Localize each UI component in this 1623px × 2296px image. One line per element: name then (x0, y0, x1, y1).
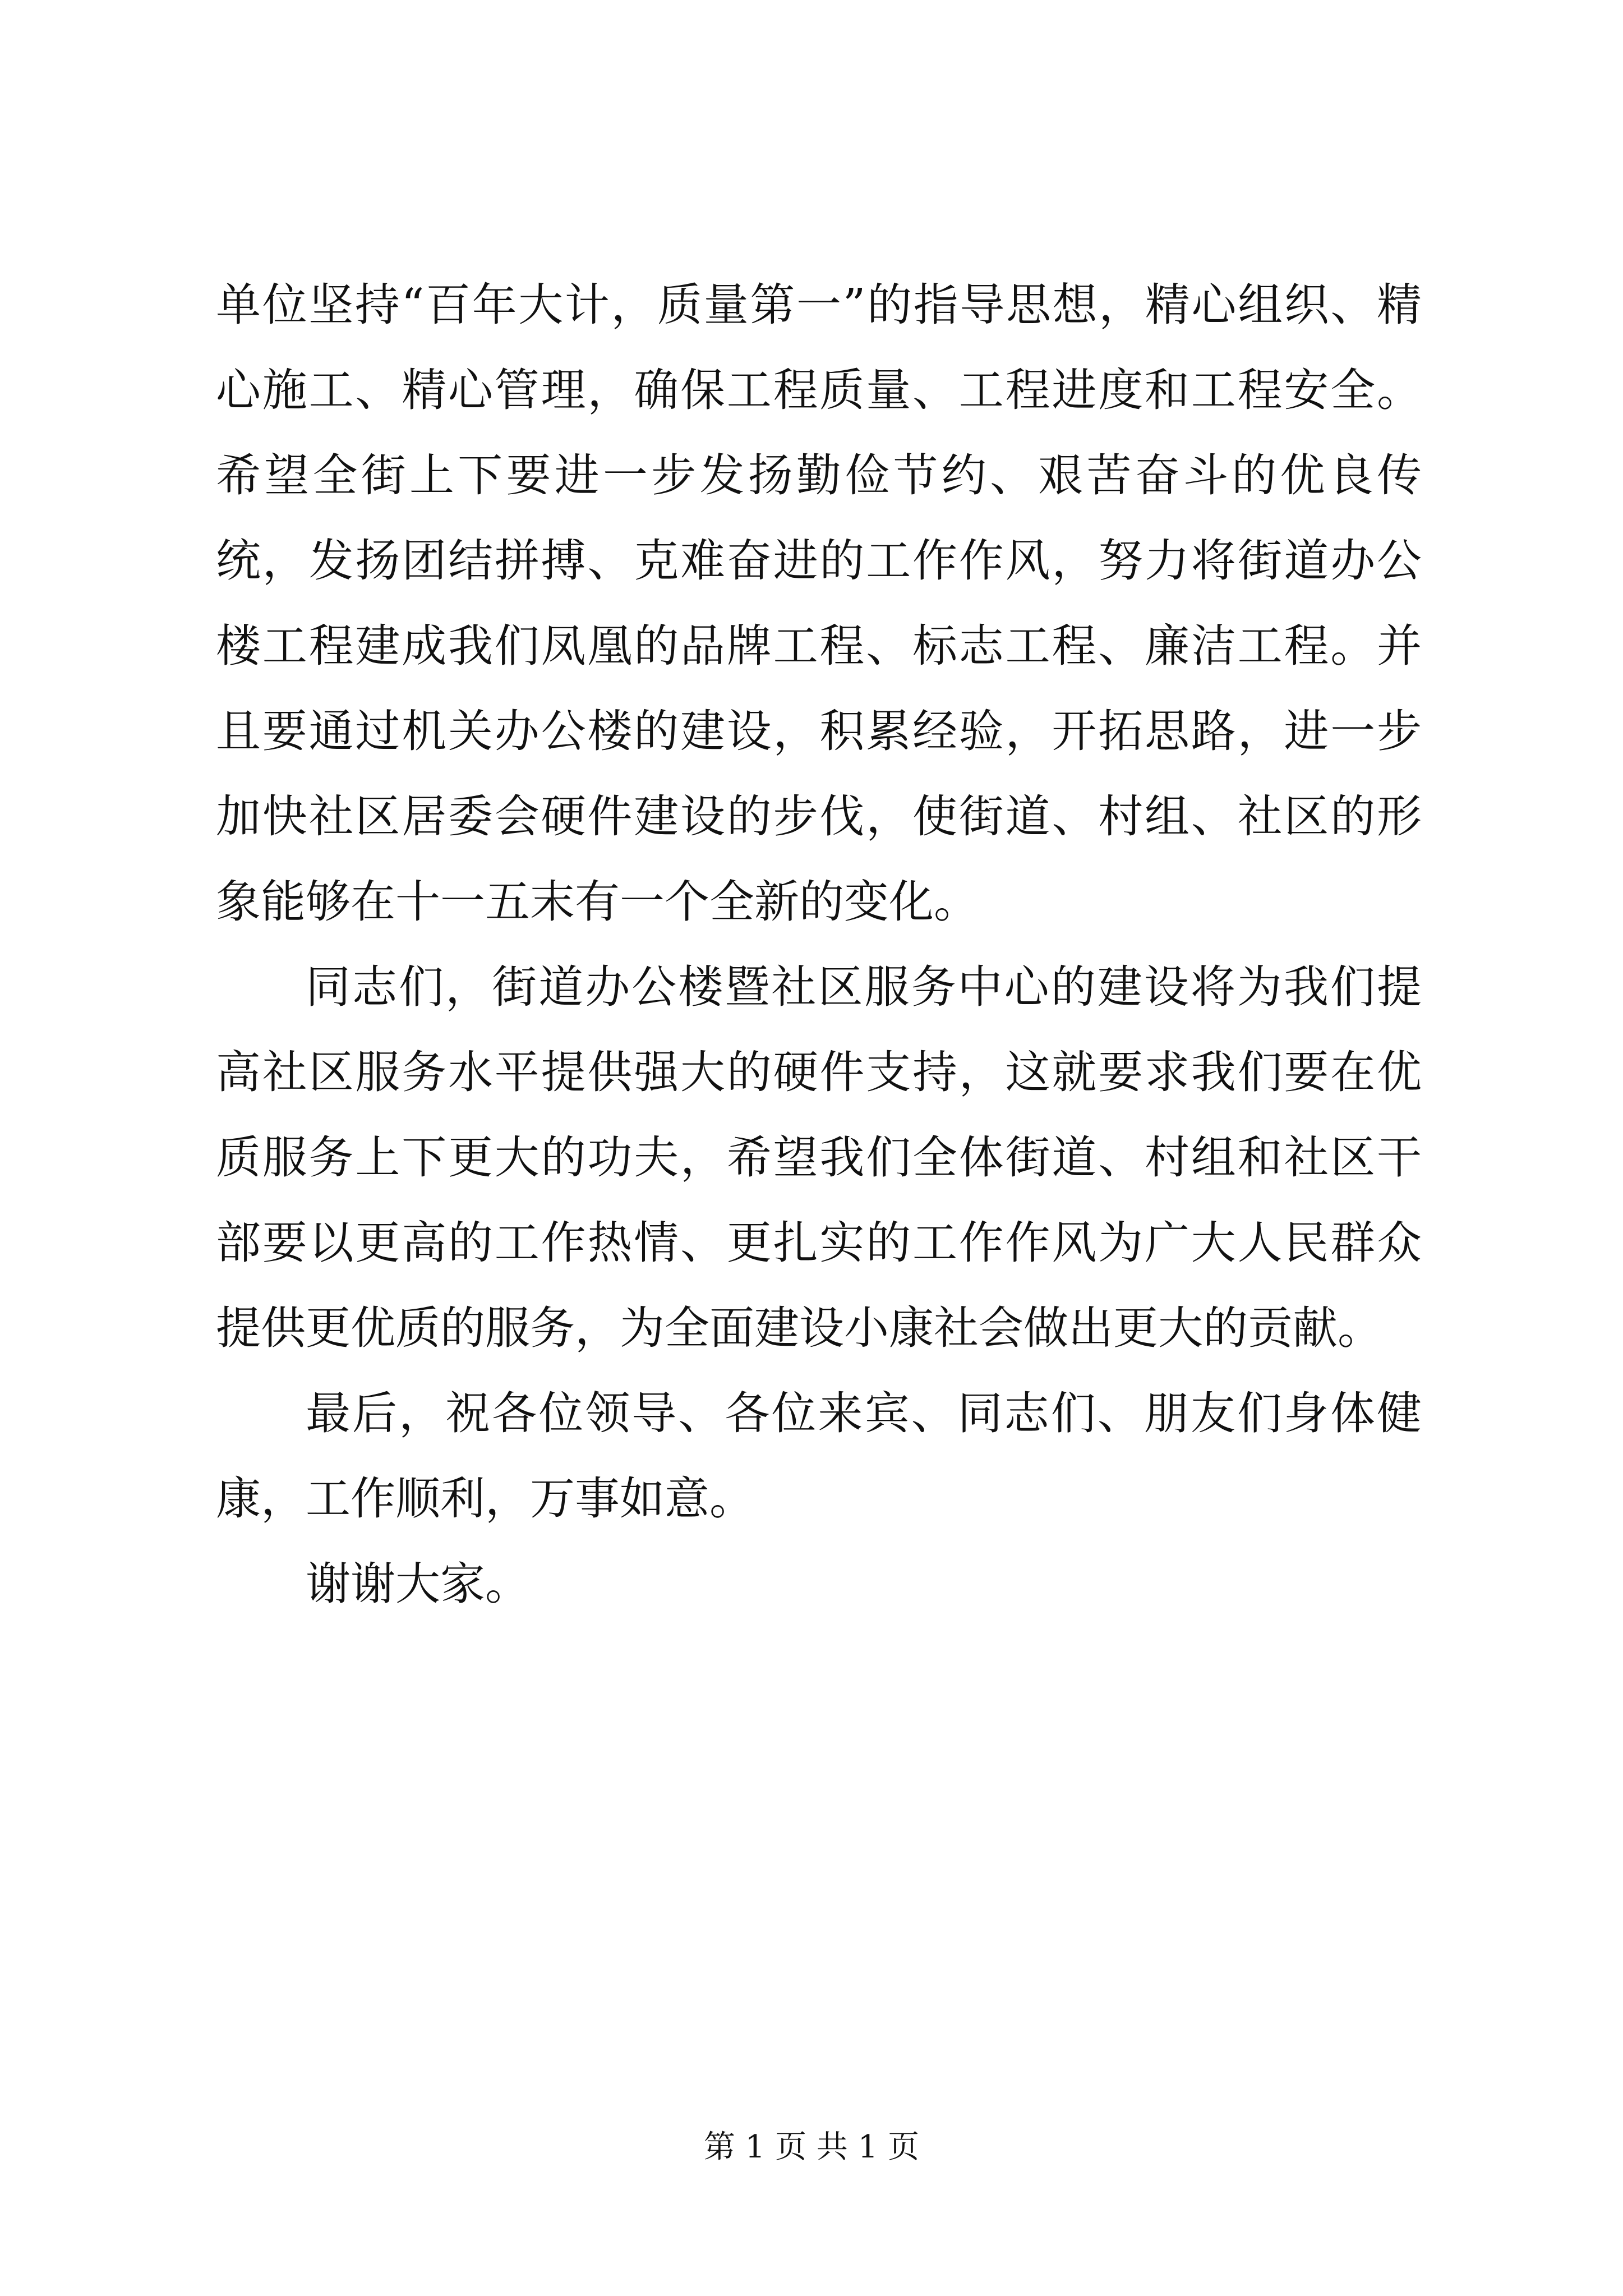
page-number-footer: 第 1 页 共 1 页 (703, 2129, 920, 2165)
paragraph-closing-wishes: 最后，祝各位领导、各位来宾、同志们、朋友们身体健康，工作顺利，万事如意。 (216, 1387, 1422, 1525)
paragraph-continuation: 单位坚持“百年大计，质量第一”的指导思想，精心组织、精心施工、精心管理，确保工程质量、工程进度和工程安全。希望全街上下要进一步发扬勤俭节约、艰苦奋斗的优良传统，发扬团结拼搏、克难奋进的工作作风，努力将街道办公楼工程建成我们凤凰的品牌工程、标志工程、廉洁工程。并且要通过机关办公楼的建设，积累经验，开拓思路，进一步加快社区居委会硬件建设的步伐，使街道、村组、社区的形象能够在十一五末有一个全新的变化。 (216, 279, 1422, 928)
paragraph-service-center: 同志们，街道办公楼暨社区服务中心的建设将为我们提高社区服务水平提供强大的硬件支持，这就要求我们要在优质服务上下更大的功夫，希望我们全体街道、村组和社区干部要以更高的工作热情、更扎实的工作作风为广大人民群众提供更优质的服务，为全面建设小康社会做出更大的贡献。 (216, 961, 1422, 1354)
document-body (216, 263, 1422, 1627)
paragraph-thanks: 谢谢大家。 (306, 1558, 530, 1610)
